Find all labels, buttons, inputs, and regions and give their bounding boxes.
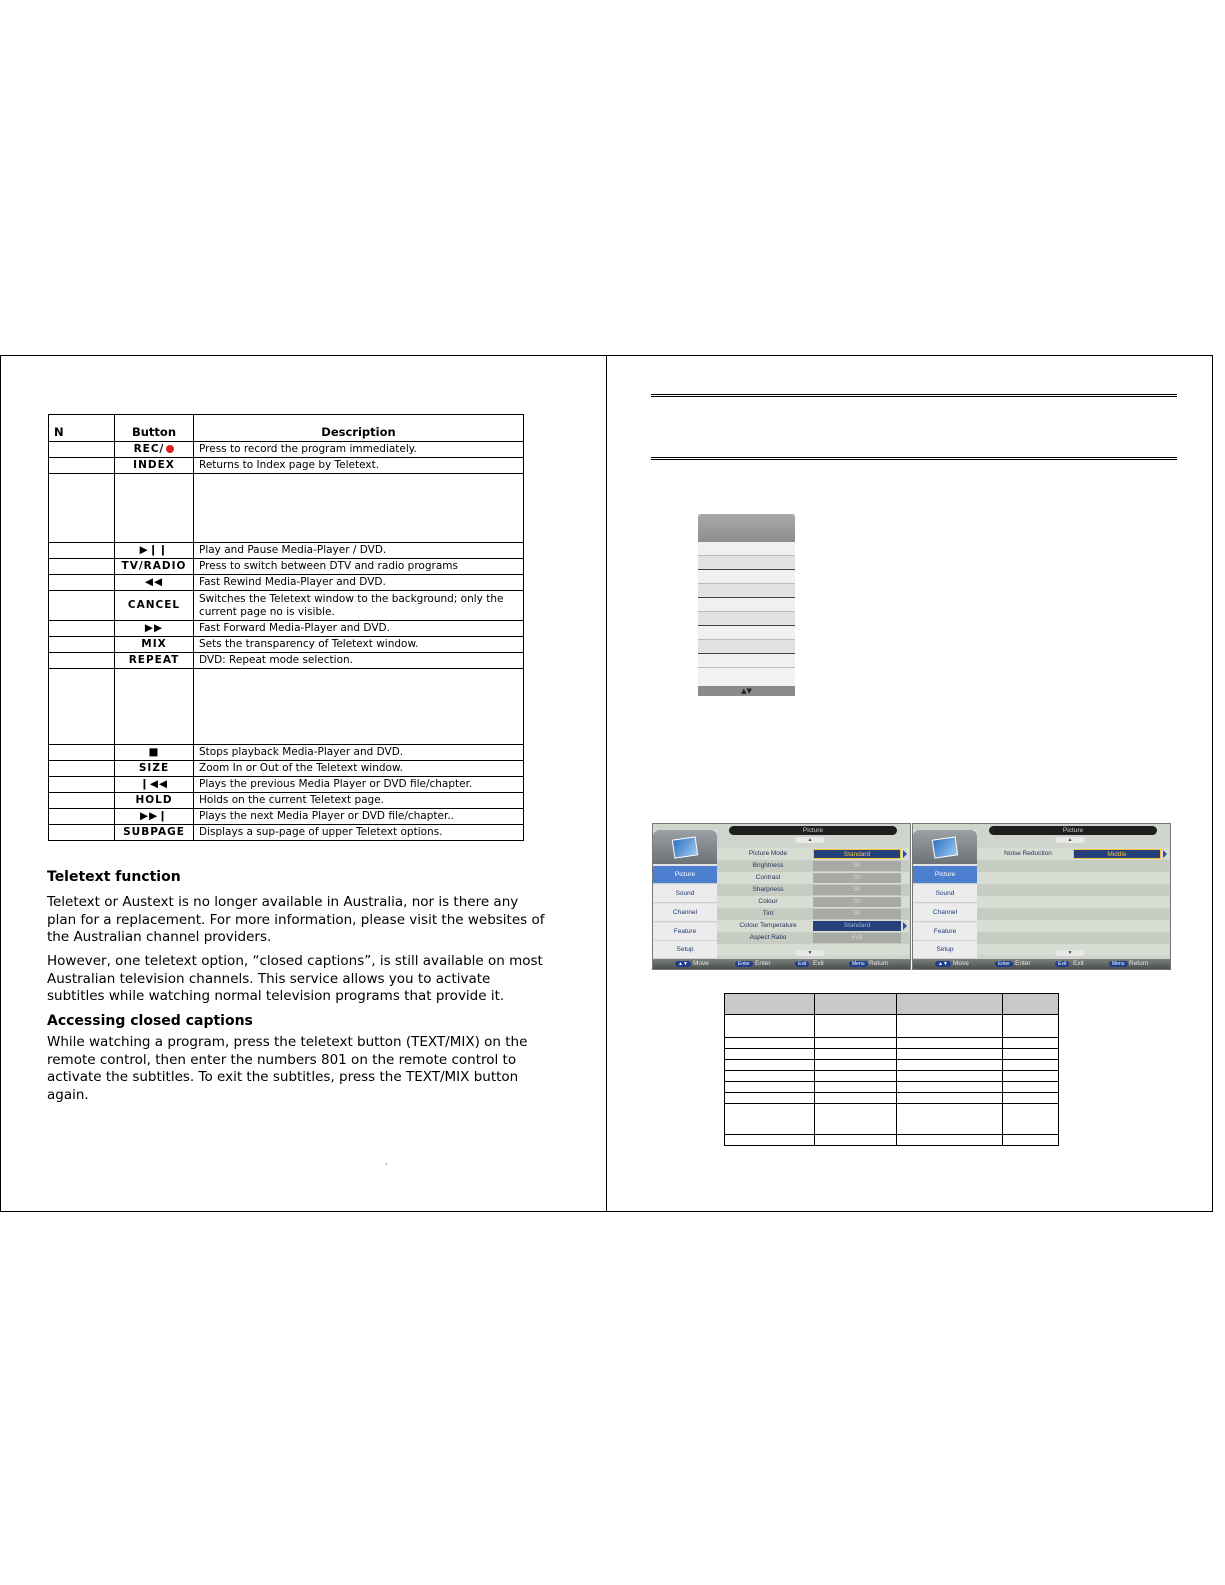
header-button: Button [115, 415, 194, 442]
scroll-down-icon: ▼ [1055, 950, 1085, 956]
table-row [49, 809, 524, 825]
menu-row-noise-reduction[interactable]: Noise Reduction Middle [977, 848, 1169, 860]
osd-title: Picture [989, 826, 1157, 835]
teletext-paragraph-2: However, one teletext option, “closed captions”, is still available on most Australian television channels. This service allows you to activate subtitles while watching normal television programs that provide it. [47, 953, 543, 1004]
description: Fast Rewind Media-Player and DVD. [194, 575, 524, 591]
description: Sets the transparency of Teletext window. [194, 637, 524, 653]
fast-forward-icon: ▶▶ [115, 621, 194, 637]
picture-icon [932, 836, 958, 858]
sidebar-item-feature[interactable]: Feature [913, 923, 977, 941]
move-key-icon: ▲▼ [675, 961, 691, 967]
osd-title: Picture [729, 826, 897, 835]
table-row [49, 621, 524, 637]
bottom-double-rule [651, 457, 1177, 460]
menu-row-colour-temperature[interactable]: Colour Temperature Standard [717, 920, 909, 932]
menu-row-empty [977, 932, 1169, 944]
menu-row-tint[interactable]: Tint 50 [717, 908, 909, 920]
table-row [725, 1135, 1059, 1146]
exit-key: Exit [1055, 961, 1069, 967]
description: Holds on the current Teletext page. [194, 793, 524, 809]
button-repeat: REPEAT [115, 653, 194, 669]
sidebar-item-feature[interactable]: Feature [653, 923, 717, 941]
arrow-right-icon [903, 922, 907, 930]
table-row [49, 458, 524, 474]
next-icon: ▶▶❙ [115, 809, 194, 825]
remote-button-table [48, 414, 524, 841]
description: Press to record the program immediately. [194, 442, 524, 458]
menu-row-brightness[interactable]: Brightness 50 [717, 860, 909, 872]
header-description: Description [194, 415, 524, 442]
description: Stops playback Media-Player and DVD. [194, 745, 524, 761]
table-row [49, 777, 524, 793]
button-tv-radio: TV/RADIO [115, 559, 194, 575]
sidebar-item-picture[interactable]: Picture [653, 866, 717, 884]
osd-footer: ▲▼ Move Enter Enter Exit Exit Menu Return [913, 959, 1170, 969]
teletext-heading: Teletext function [47, 869, 181, 885]
record-dot-icon [166, 445, 174, 453]
move-key-icon: ▲▼ [935, 961, 951, 967]
menu-row-colour[interactable]: Colour 50 [717, 896, 909, 908]
enter-key: Enter [735, 961, 753, 967]
table-row [49, 559, 524, 575]
button-rec: REC/ [115, 442, 194, 458]
closed-captions-paragraph: While watching a program, press the teletext button (TEXT/MIX) on the remote control, then enter the numbers 801 on the remote control to activate the subtitles. To exit the subtitles, press the TEXT/MIX button again. [47, 1034, 528, 1103]
description [194, 474, 524, 543]
picture-icon [672, 836, 698, 858]
sidebar-item-channel[interactable]: Channel [653, 904, 717, 922]
button-blank [115, 474, 194, 543]
footnote-mark: · [385, 1160, 388, 1169]
osd-picture-menu-2 [912, 823, 1171, 970]
scroll-up-icon: ▲ [1055, 837, 1085, 843]
menu-row-empty [977, 884, 1169, 896]
description: Plays the next Media Player or DVD file/chapter.. [194, 809, 524, 825]
previous-icon: ❙◀◀ [115, 777, 194, 793]
menu-row-empty [977, 908, 1169, 920]
description: Switches the Teletext window to the background; only the current page no is visible. [194, 591, 524, 621]
table-row [725, 1060, 1059, 1071]
sidebar-item-sound[interactable]: Sound [653, 885, 717, 903]
list-item [698, 612, 795, 626]
menu-row-empty [977, 896, 1169, 908]
description: Play and Pause Media-Player / DVD. [194, 543, 524, 559]
list-item [698, 654, 795, 668]
top-double-rule [651, 394, 1177, 397]
table-row [49, 745, 524, 761]
button-mix: MIX [115, 637, 194, 653]
settings-grid-table [724, 993, 1059, 1146]
description [194, 669, 524, 745]
osd-content [977, 848, 1169, 955]
table-row [49, 442, 524, 458]
menu-row-empty [977, 860, 1169, 872]
table-row [49, 474, 524, 543]
description: Returns to Index page by Teletext. [194, 458, 524, 474]
button-cancel: CANCEL [115, 591, 194, 621]
sidebar-item-sound[interactable]: Sound [913, 885, 977, 903]
description: Displays a sup-page of upper Teletext options. [194, 825, 524, 841]
table-row [49, 761, 524, 777]
list-item [698, 626, 795, 640]
sidebar-item-picture[interactable]: Picture [913, 866, 977, 884]
sidebar-item-channel[interactable]: Channel [913, 904, 977, 922]
closed-captions-heading: Accessing closed captions [47, 1013, 253, 1029]
description: Fast Forward Media-Player and DVD. [194, 621, 524, 637]
button-size: SIZE [115, 761, 194, 777]
sidebar-item-setup[interactable]: Setup [913, 941, 977, 959]
play-pause-icon: ▶❙❙ [115, 543, 194, 559]
description: DVD: Repeat mode selection. [194, 653, 524, 669]
osd-picture-menu [652, 823, 911, 970]
table-row [49, 591, 524, 621]
sidebar-item-setup[interactable]: Setup [653, 941, 717, 959]
channel-list-header [698, 514, 795, 542]
button-blank [115, 669, 194, 745]
list-item [698, 570, 795, 584]
scroll-down-icon: ▼ [795, 950, 825, 956]
channel-list-graphic [698, 514, 795, 696]
table-row [49, 669, 524, 745]
table-row [725, 1015, 1059, 1038]
table-row [725, 1093, 1059, 1104]
table-row [725, 1104, 1059, 1135]
list-item [698, 598, 795, 612]
list-item [698, 542, 795, 556]
osd-sidebar [913, 830, 977, 957]
menu-row-sharpness[interactable]: Sharpness 50 [717, 884, 909, 896]
list-item [698, 556, 795, 570]
header-no: N [49, 415, 115, 442]
table-row [725, 1071, 1059, 1082]
osd-footer: ▲▼ Move Enter Enter Exit Exit Menu Return [653, 959, 910, 969]
button-hold: HOLD [115, 793, 194, 809]
menu-key: Menu [849, 961, 868, 967]
menu-row-picture-mode[interactable]: Picture Mode Standard [717, 848, 909, 860]
arrow-right-icon [1163, 850, 1167, 858]
stop-icon: ■ [115, 745, 194, 761]
list-item [698, 640, 795, 654]
table-row [49, 793, 524, 809]
list-item [698, 584, 795, 598]
table-row [49, 637, 524, 653]
osd-sidebar [653, 830, 717, 957]
description: Press to switch between DTV and radio programs [194, 559, 524, 575]
table-row [49, 825, 524, 841]
table-header-row [49, 415, 524, 442]
table-row [725, 1049, 1059, 1060]
menu-row-empty [977, 920, 1169, 932]
arrow-right-icon [903, 850, 907, 858]
description: Plays the previous Media Player or DVD file/chapter. [194, 777, 524, 793]
table-row [49, 543, 524, 559]
table-header-row [725, 994, 1059, 1015]
button-subpage: SUBPAGE [115, 825, 194, 841]
menu-row-contrast[interactable]: Contrast 50 [717, 872, 909, 884]
menu-row-empty [977, 872, 1169, 884]
osd-content [717, 848, 909, 955]
enter-key: Enter [995, 961, 1013, 967]
menu-row-aspect-ratio[interactable]: Aspect Ratio Full [717, 932, 909, 944]
table-row [49, 653, 524, 669]
button-index: INDEX [115, 458, 194, 474]
table-row [725, 1038, 1059, 1049]
menu-key: Menu [1109, 961, 1128, 967]
rewind-icon: ◀◀ [115, 575, 194, 591]
scroll-up-icon: ▲ [795, 837, 825, 843]
teletext-paragraph-1: Teletext or Austext is no longer available in Australia, nor is there any plan for a replacement. For more information, please visit the websites of the Australian channel providers. [47, 894, 545, 945]
description: Zoom In or Out of the Teletext window. [194, 761, 524, 777]
exit-key: Exit [795, 961, 809, 967]
table-row [49, 575, 524, 591]
table-row [725, 1082, 1059, 1093]
scroll-arrows-icon: ▲▼ [698, 686, 795, 696]
